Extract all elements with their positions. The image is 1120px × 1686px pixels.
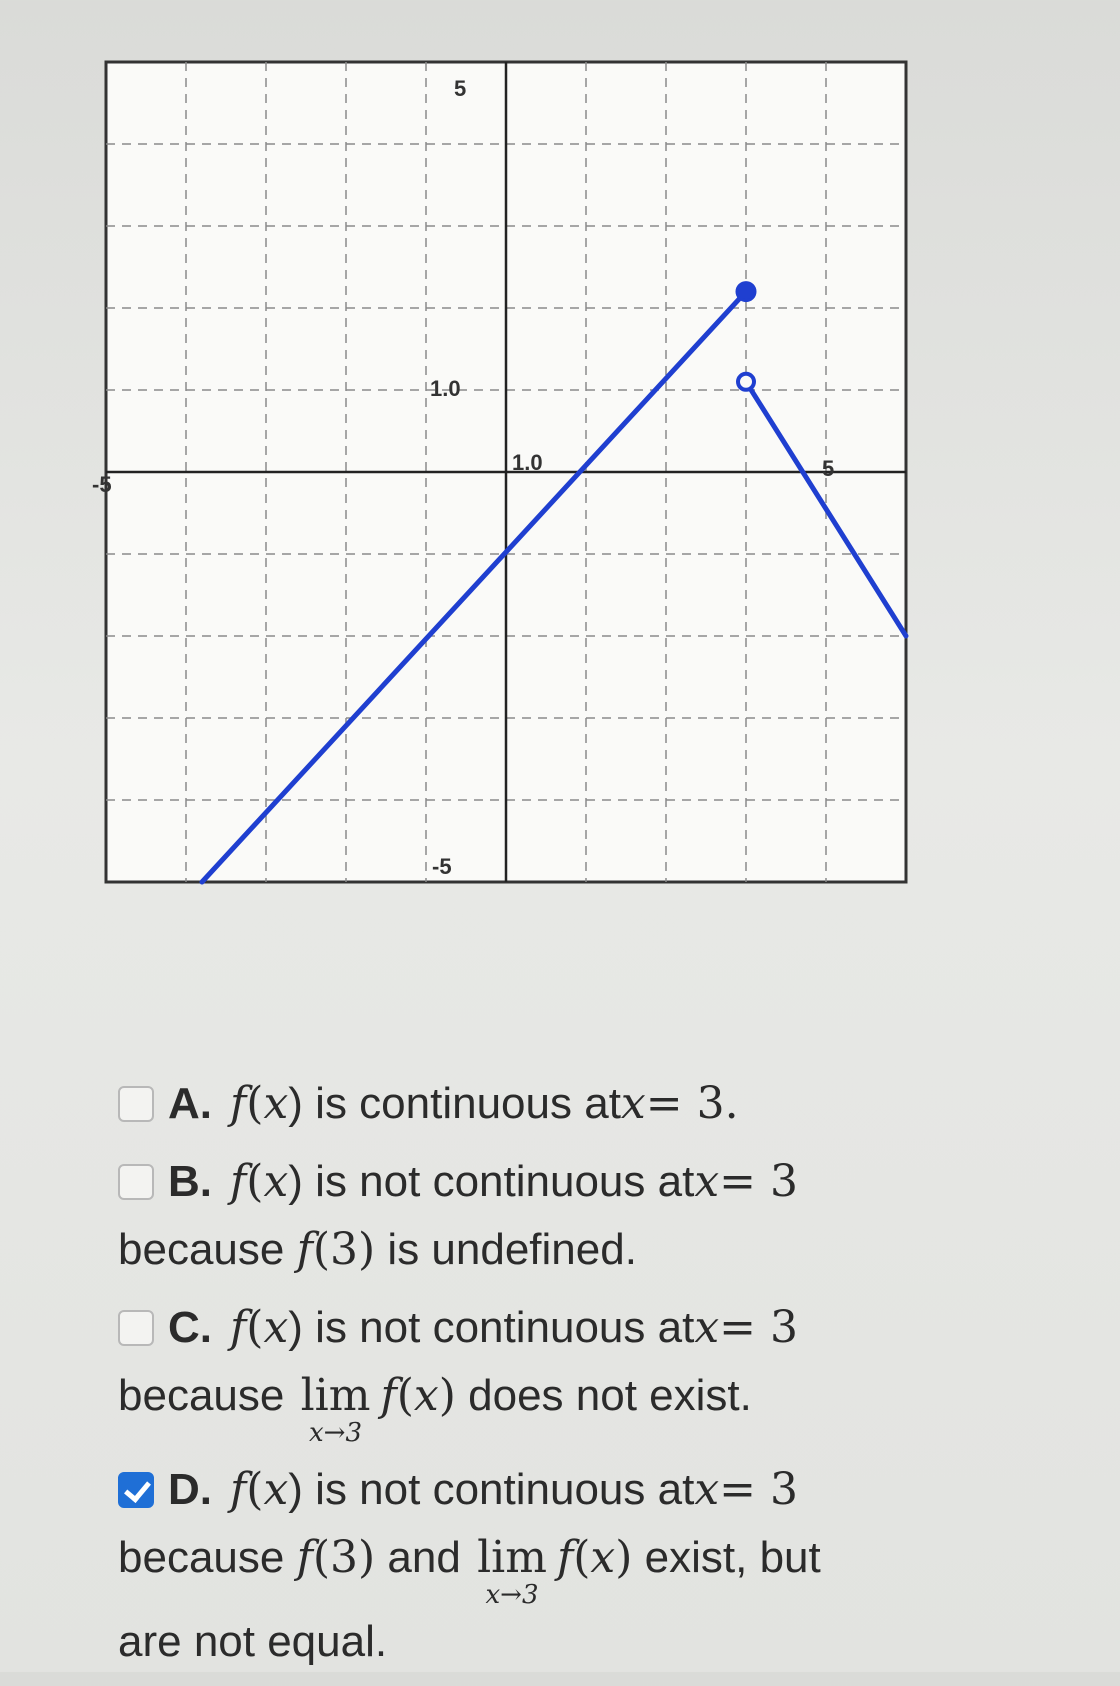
option-value: = 3 <box>719 1156 798 1207</box>
function-graph <box>92 62 906 882</box>
checkbox-a[interactable] <box>118 1086 154 1122</box>
checkbox-c[interactable] <box>118 1310 154 1346</box>
option-text: because <box>118 1225 297 1274</box>
option-d-continuation <box>118 1524 1078 1608</box>
option-text: exist, but <box>632 1533 821 1582</box>
x-symbol: x <box>263 1464 289 1515</box>
option-text: does not exist. <box>455 1371 752 1420</box>
option-value: = 3 <box>719 1464 798 1515</box>
option-text: ) is not continuous at <box>288 1303 695 1352</box>
x-symbol: x <box>694 1464 720 1515</box>
option-value: = 3. <box>645 1078 739 1129</box>
x-symbol: x <box>694 1156 720 1207</box>
option-text: because <box>118 1533 297 1582</box>
option-text: are not equal. <box>118 1617 388 1666</box>
option-b[interactable] <box>118 1148 1078 1284</box>
option-letter: B. <box>168 1157 212 1206</box>
f-symbol: f <box>556 1532 574 1583</box>
option-text: ) is not continuous at <box>288 1157 695 1206</box>
curve-segment-1 <box>202 292 746 882</box>
f-symbol: f <box>230 1156 247 1207</box>
option-text: is undefined. <box>375 1225 637 1274</box>
option-text: because <box>118 1371 297 1420</box>
x-symbol: x <box>694 1302 720 1353</box>
option-c[interactable] <box>118 1294 1078 1446</box>
f-symbol: f <box>380 1370 397 1421</box>
x-step-label: 1.0 <box>512 450 543 475</box>
option-text: ) is continuous at <box>288 1079 621 1128</box>
f-symbol: f <box>296 1224 313 1275</box>
paren: ( <box>573 1532 591 1583</box>
option-d[interactable] <box>118 1456 1078 1676</box>
f-argument: (3) <box>312 1224 376 1275</box>
open-endpoint <box>738 374 754 390</box>
x-symbol: x <box>263 1156 289 1207</box>
paren: ( <box>246 1464 264 1515</box>
option-text: ) is not continuous at <box>288 1465 695 1514</box>
f-symbol: f <box>296 1532 313 1583</box>
x-symbol: x <box>263 1078 289 1129</box>
x-symbol: x <box>620 1078 646 1129</box>
f-symbol: f <box>230 1464 247 1515</box>
paren: ) <box>615 1532 633 1583</box>
checkbox-b[interactable] <box>118 1164 154 1200</box>
y-max-label: 5 <box>454 76 467 101</box>
y-min-label: -5 <box>432 854 452 879</box>
tick-labels <box>92 76 834 879</box>
limit-expression <box>477 1524 547 1608</box>
lim-word: lim <box>477 1532 547 1583</box>
f-argument: (3) <box>312 1532 376 1583</box>
option-a[interactable] <box>118 1070 1078 1138</box>
checkbox-d-checked[interactable] <box>118 1472 154 1508</box>
x-min-label: -5 <box>92 472 112 497</box>
lim-word: lim <box>300 1370 371 1421</box>
x-symbol: x <box>263 1302 289 1353</box>
paren: ( <box>246 1302 264 1353</box>
option-b-continuation <box>118 1216 1078 1284</box>
f-symbol: f <box>230 1078 247 1129</box>
option-value: = 3 <box>719 1302 798 1353</box>
lim-subscript: x→3 <box>485 1580 539 1610</box>
option-d-continuation-2 <box>118 1608 1078 1676</box>
lim-subscript: x→3 <box>309 1418 363 1448</box>
y-step-label: 1.0 <box>430 376 461 401</box>
option-letter: D. <box>168 1465 212 1514</box>
answer-options <box>118 1070 1078 1686</box>
x-symbol: x <box>590 1532 616 1583</box>
option-letter: C. <box>168 1303 212 1352</box>
x-symbol: x <box>413 1370 439 1421</box>
closed-endpoint <box>737 283 755 301</box>
paren: ( <box>396 1370 414 1421</box>
option-c-continuation <box>118 1362 1078 1446</box>
limit-expression <box>301 1362 371 1446</box>
paren: ) <box>438 1370 456 1421</box>
option-text: and <box>375 1533 474 1582</box>
option-letter: A. <box>168 1079 212 1128</box>
paren: ( <box>246 1156 264 1207</box>
paren: ( <box>246 1078 264 1129</box>
axes <box>106 62 906 882</box>
f-symbol: f <box>230 1302 247 1353</box>
function-curve <box>202 283 906 882</box>
x-max-label: 5 <box>822 456 835 481</box>
